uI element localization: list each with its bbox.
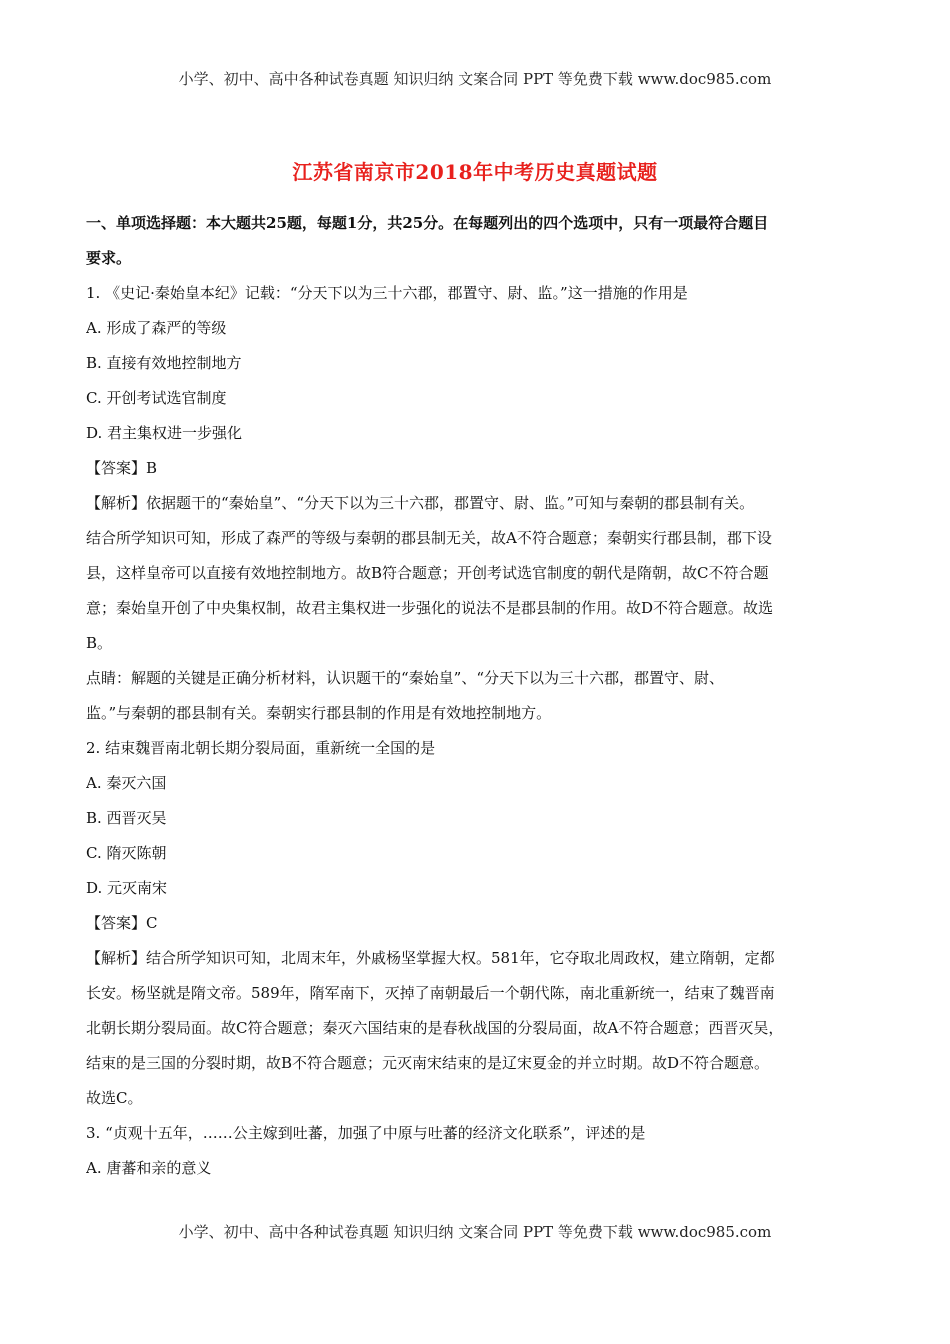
question-2-stem: 2. 结束魏晋南北朝长期分裂局面，重新统一全国的是 [86,739,436,757]
question-1-option-d: D. 君主集权进一步强化 [86,424,243,442]
question-1-stem: 1. 《史记·秦始皇本纪》记载：“分天下以为三十六郡，郡置守、尉、监。”这一措施的作用是 [86,284,688,302]
question-1-tip-line: 点睛：解题的关键是正确分析材料，认识题干的“秦始皇”、“分天下以为三十六郡，郡置守、尉、 [86,669,725,687]
question-1-analysis-line: 【解析】依据题干的“秦始皇”、“分天下以为三十六郡，郡置守、尉、监。”可知与秦朝的郡县制有关。 [86,494,755,512]
question-2-analysis-line: 长安。杨坚就是隋文帝。589年，隋军南下，灭掉了南朝最后一个朝代陈，南北重新统一，结束了魏晋南 [86,984,775,1002]
question-1-tip-line: 监。”与秦朝的郡县制有关。秦朝实行郡县制的作用是有效地控制地方。 [86,704,552,722]
page-header: 小学、初中、高中各种试卷真题 知识归纳 文案合同 PPT 等免费下载 www.doc985.com [178,70,772,88]
question-2-option-d: D. 元灭南宋 [86,879,168,897]
question-1-analysis-line: 县，这样皇帝可以直接有效地控制地方。故B符合题意；开创考试选官制度的朝代是隋朝，故C不符合题 [86,564,769,582]
question-1-analysis-line: 结合所学知识可知，形成了森严的等级与秦朝的郡县制无关，故A不符合题意；秦朝实行郡县制，郡下设 [86,529,772,547]
question-1-analysis-line: B。 [86,634,113,652]
section-heading-line-1: 一、单项选择题：本大题共25题，每题1分，共25分。在每题列出的四个选项中，只有一项最符合题目 [86,214,769,232]
question-2-analysis-line: 结束的是三国的分裂时期，故B不符合题意；元灭南宋结束的是辽宋夏金的并立时期。故D不符合题意。 [86,1054,770,1072]
section-heading-line-2: 要求。 [86,249,132,267]
page-title: 江苏省南京市2018年中考历史真题试题 [292,160,658,184]
question-2-option-c: C. 隋灭陈朝 [86,844,167,862]
question-2-option-b: B. 西晋灭吴 [86,809,167,827]
question-1-analysis-line: 意；秦始皇开创了中央集权制，故君主集权进一步强化的说法不是郡县制的作用。故D不符合题意。故选 [86,599,774,617]
question-2-analysis-line: 【解析】结合所学知识可知，北周末年，外戚杨坚掌握大权。581年，它夺取北周政权，建立隋朝，定都 [86,949,775,967]
question-1-answer: 【答案】B [86,459,158,477]
question-3-stem: 3. “贞观十五年，……公主嫁到吐蕃，加强了中原与吐蕃的经济文化联系”，评述的是 [86,1124,646,1142]
question-2-analysis-line: 北朝长期分裂局面。故C符合题意；秦灭六国结束的是春秋战国的分裂局面，故A不符合题意；西晋灭吴， [86,1019,784,1037]
question-2-option-a: A. 秦灭六国 [86,774,167,792]
question-2-analysis-line: 故选C。 [86,1089,143,1107]
page-footer: 小学、初中、高中各种试卷真题 知识归纳 文案合同 PPT 等免费下载 www.doc985.com [178,1223,772,1241]
question-1-option-a: A. 形成了森严的等级 [86,319,227,337]
question-2-answer: 【答案】C [86,914,158,932]
question-1-option-b: B. 直接有效地控制地方 [86,354,242,372]
question-1-option-c: C. 开创考试选官制度 [86,389,227,407]
question-3-option-a: A. 唐蕃和亲的意义 [86,1159,212,1177]
document-body [86,206,866,1186]
